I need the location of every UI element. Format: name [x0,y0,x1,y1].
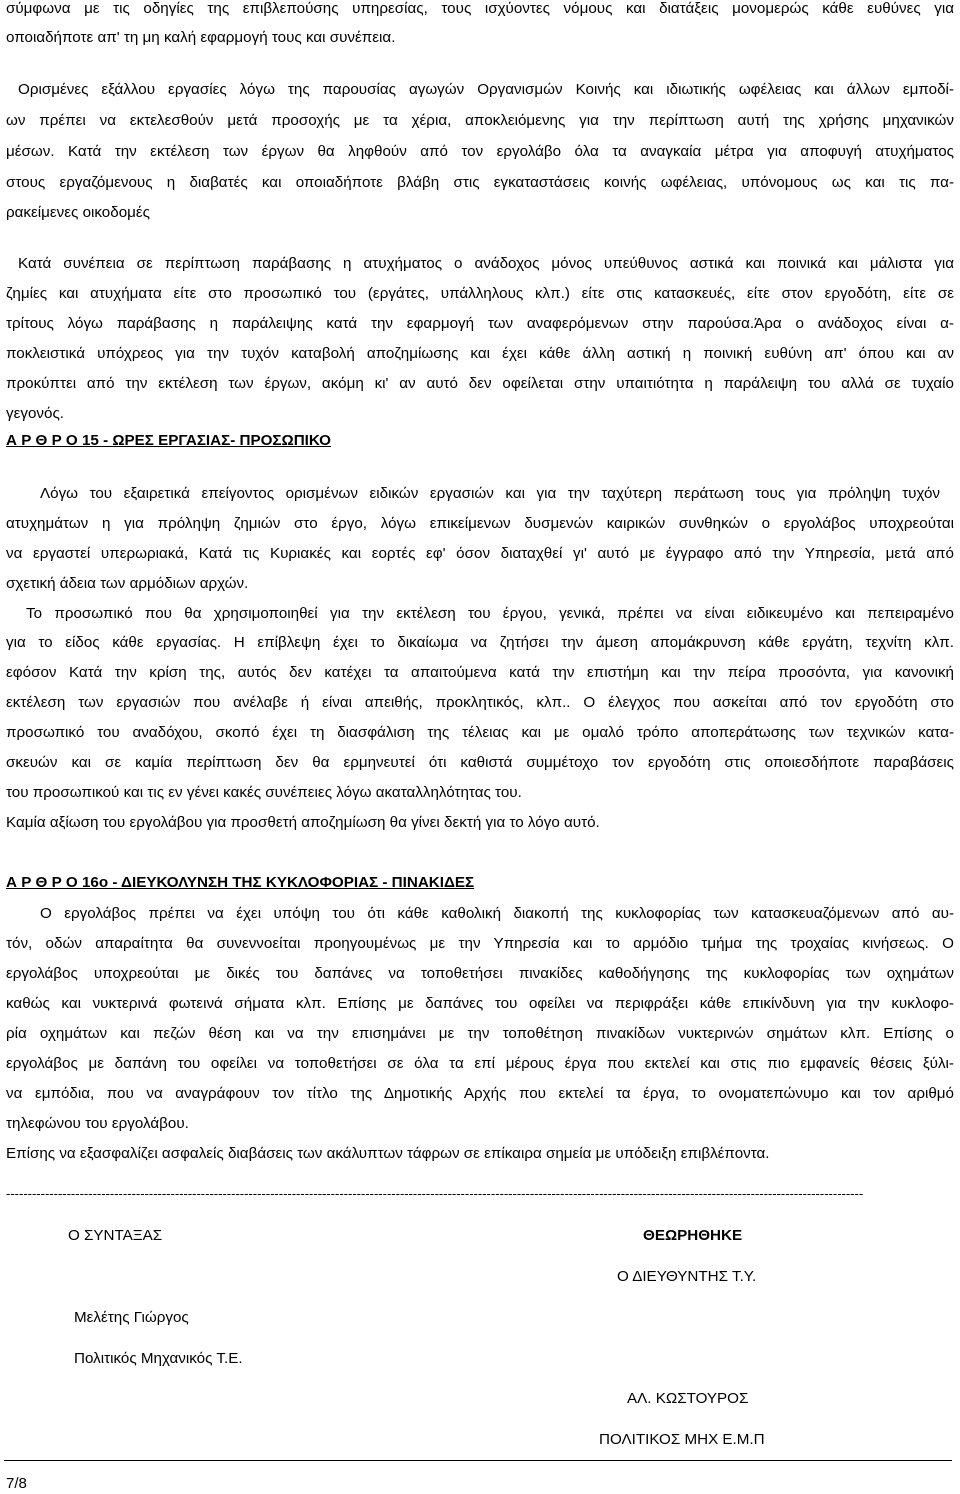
composer-name: Μελέτης Γιώργος [74,1309,189,1326]
article-16-heading: Α Ρ Θ Ρ Ο 16ο - ΔΙΕΥΚΟΛΥΝΣΗ ΤΗΣ ΚΥΚΛΟΦΟΡΙΑΣ - ΠΙΝΑΚΙΔΕΣ [6,874,475,891]
body-line: του προσωπικού και τις εν γένει κακές συνέπειες λόγω ακαταλληλότητας του. [6,784,522,801]
body-line: να εμπόδια, που να αναγράφουν τον τίτλο της Δημοτικής Αρχής που εκτελεί τα έργα, το ονοματεπώνυμο και τον αριθμό [6,1085,954,1102]
body-line: ατυχημάτων η για πρόληψη ζημιών στο έργο, λόγω επικείμενων δυσμενών καιρικών συνθηκών ο εργολάβος υποχρεούται [6,515,954,532]
body-line: Ορισμένες εξάλλου εργασίες λόγω της παρουσίας αγωγών Οργανισμών Κοινής και ιδιωτικής ωφέλειας και άλλων εμποδί- [18,81,954,98]
body-line: Καμία αξίωση του εργολάβου για προσθετή αποζημίωση θα γίνει δεκτή για το λόγο αυτό. [6,814,600,831]
body-line: προκύπτει από την εκτέλεση των έργων, ακόμη κι' αν αυτό δεν οφείλεται στην υπαιτιότητα η παράλειψη του αλλά σε τυχαίο [6,375,954,392]
body-line: μέσων. Κατά την εκτέλεση των έργων θα ληφθούν από τον εργολάβο όλα τα αναγκαία μέτρα για αποφυγή ατυχήματος [6,143,954,160]
body-line: τηλεφώνου του εργολάβου. [6,1115,189,1132]
body-line: εφόσον Κατά την κρίση της, αυτός δεν κατέχει τα απαιτούμενα κατά την επιστήμη και την πείρα προσόντα, για κανονική [6,664,954,681]
body-line: σκευών και σε καμία περίπτωση δεν θα ερμηνευτεί ότι καθιστά συμμέτοχο τον εργοδότη στις οποιεσδήποτε παραβάσεις [6,754,954,771]
body-line: προσωπικό του αναδόχου, σκοπό έχει τη διασφάλιση της τέλειας και με ομαλό τρόπο αποπεράτωσης των τεχνικών κατα- [6,724,954,741]
body-line: Λόγω του εξαιρετικά επείγοντος ορισμένων ειδικών εργασιών και για την ταχύτερη περάτωση τους για πρόληψη τυχόν [40,485,940,502]
dashed-separator: ------------------------------------------------------------------------------------------------------------------------------------------------------------------------------------------------------ [6,1186,864,1201]
footer-rule [4,1460,952,1461]
body-line: τρίτους λόγω παράβασης η παράλειψης κατά την εφαρμογή των αναφερόμενων στην παρούσα.Άρα ο ανάδοχος είναι α- [6,315,954,332]
body-line: ρακείμενες οικοδομές [6,204,150,221]
body-line: Κατά συνέπεια σε περίπτωση παράβασης η ατυχήματος ο ανάδοχος μόνος υπεύθυνος αστικά και ποινικά και μάλιστα για [18,255,954,272]
body-line: τόν, οδών απαραίτητα θα συνεννοείται προηγουμένως με την Υπηρεσία και το αρμόδιο τμήμα της τροχαίας κινήσεως. Ο [6,935,954,952]
body-line: εργολάβος υποχρεούται με δικές του δαπάνες να τοποθετήσει πινακίδες καθοδήγησης της κυκλοφορίας των οχημάτων [6,965,954,982]
composer-role: Πολιτικός Μηχανικός Τ.Ε. [74,1350,243,1367]
composer-title: Ο ΣΥΝΤΑΞΑΣ [68,1227,163,1244]
body-line: ων πρέπει να εκτελεσθούν μετά προσοχής με τα χέρια, αποκλειόμενης για την περίπτωση αυτή της χρήσης μηχανικών [6,112,954,129]
body-line: ποκλειστικά υπόχρεος για την τυχόν καταβολή αποζημίωσης και έχει κάθε άλλη αστική η ποινική ευθύνη απ' όπου και αν [6,345,954,362]
body-line: ρία οχημάτων και πεζών θέση και να την επισημάνει με την τοποθέτηση πινακίδων νυκτερινών σημάτων κλπ. Επίσης ο [6,1025,954,1042]
body-line: Το προσωπικό που θα χρησιμοποιηθεί για την εκτέλεση του έργου, γενικά, πρέπει να είναι ειδικευμένο και πεπειραμένο [26,605,954,622]
director-name: ΑΛ. ΚΩΣΤΟΥΡΟΣ [627,1390,749,1407]
body-line: εκτέλεση των εργασιών που ανέλαβε ή είναι απειθής, προκλητικός, κλπ.. Ο έλεγχος που ασκείται από τον εργοδότη στο [6,694,954,711]
body-line: σύμφωνα με τις οδηγίες της επιβλεπούσης υπηρεσίας, τους ισχύοντες νόμους και διατάξεις μονομερώς κάθε ευθύνες για [6,0,954,17]
body-line: για το είδος κάθε εργασίας. Η επίβλεψη έχει το δικαίωμα να ζητήσει την άμεση απομάκρυνση κάθε εργάτη, τεχνίτη κλπ. [6,634,954,651]
body-line: στους εργαζόμενους η διαβατές και οποιαδήποτε βλάβη στις εγκαταστάσεις κοινής ωφέλειας, υπόνομους ως και τις πα- [6,174,954,191]
body-line: εργολάβος με δαπάνη του οφείλει να τοποθετήσει σε όλα τα επί μέρους έργα που εκτελεί και στις πιο εμφανείς θέσεις ξύλι- [6,1055,954,1072]
approved-title: ΘΕΩΡΗΘΗΚΕ [643,1227,743,1244]
body-line: καθώς και νυκτερινά φωτεινά σήματα κλπ. Επίσης με δαπάνες του οφείλει να περιφράξει κάθε επικίνδυνη για την κυκλοφο- [6,995,954,1012]
body-line: Επίσης να εξασφαλίζει ασφαλείς διαβάσεις των ακάλυπτων τάφρων σε επίκαιρα σημεία με υπόδειξη επιβλέποντα. [6,1145,770,1162]
director-role: ΠΟΛΙΤΙΚΟΣ ΜΗΧ Ε.Μ.Π [599,1431,765,1448]
body-line: Ο εργολάβος πρέπει να έχει υπόψη του ότι κάθε καθολική διακοπή της κυκλοφορίας των κατασκευαζόμενων από αυ- [40,905,954,922]
page-number: 7/8 [6,1475,27,1492]
body-line: ζημίες και ατυχήματα είτε στο προσωπικό του (εργάτες, υπάλληλους κλπ.) είτε στις κατασκευές, είτε στον εργοδότη, είτε σε [6,285,954,302]
director-title: Ο ΔΙΕΥΘΥΝΤΗΣ Τ.Υ. [617,1268,757,1285]
body-line: οποιαδήποτε απ' τη μη καλή εφαρμογή τους και συνέπεια. [6,29,396,46]
body-line: σχετική άδεια των αρμόδιων αρχών. [6,575,249,592]
body-line: να εργαστεί υπερωριακά, Κατά τις Κυριακές και εορτές εφ' όσον διαταχθεί γι' αυτό με έγγραφο από την Υπηρεσία, μετά από [6,545,954,562]
body-line: γεγονός. [6,405,64,422]
article-15-heading: Α Ρ Θ Ρ Ο 15 - ΩΡΕΣ ΕΡΓΑΣΙΑΣ- ΠΡΟΣΩΠΙΚΟ [6,432,331,449]
